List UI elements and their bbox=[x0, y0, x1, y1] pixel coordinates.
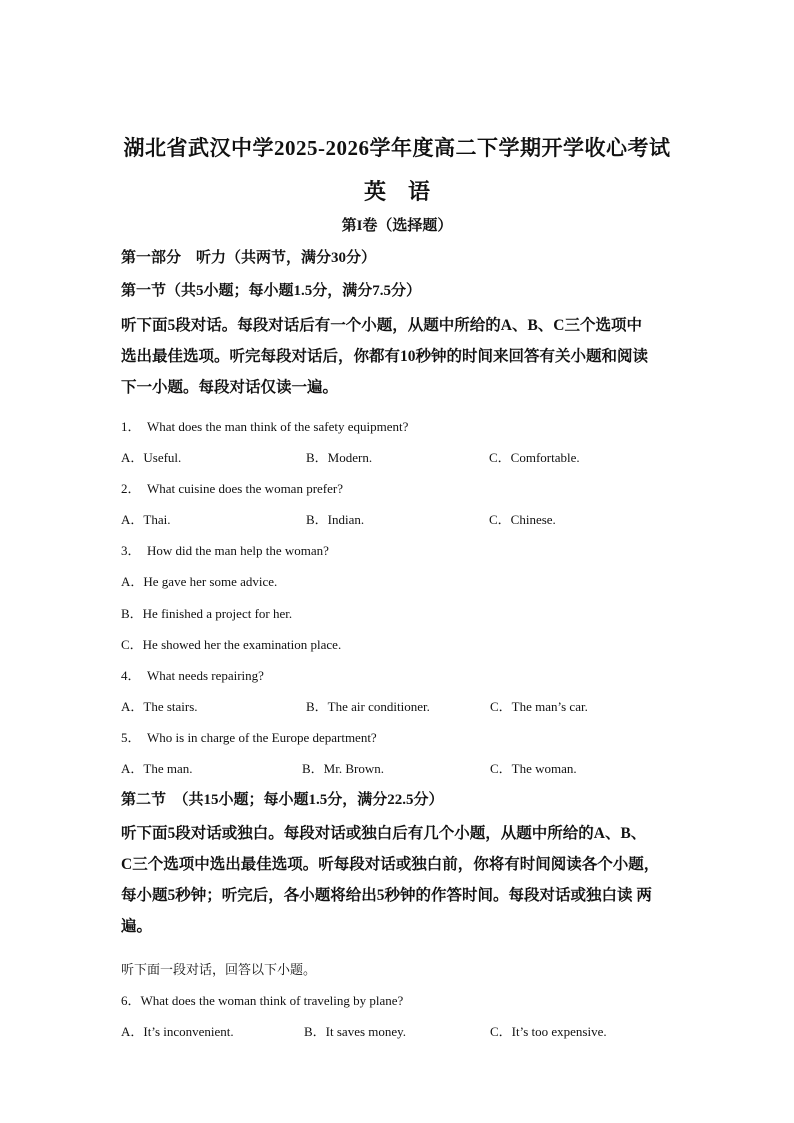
question-3-option-c: C．He showed her the examination place. bbox=[121, 637, 342, 652]
question-3-option-b: B．He finished a project for her. bbox=[121, 606, 293, 621]
question-3-option-a: A．He gave her some advice. bbox=[121, 574, 278, 589]
section2-instructions-line-3: 每小题5秒钟；听完后，各小题将给出5秒钟的作答时间。每段对话或独白读 两 bbox=[121, 887, 652, 904]
section2-instructions-line-2: C三个选项中选出最佳选项。听每段对话或独白前，你将有时间阅读各个小题， bbox=[121, 856, 660, 873]
question-5-option-c: C．The woman. bbox=[490, 761, 577, 776]
part1-heading: 第一部分 听力（共两节，满分30分） bbox=[121, 250, 377, 266]
question-2-option-a: A．Thai. bbox=[121, 512, 171, 527]
question-4-stem: 4． What needs repairing? bbox=[121, 668, 264, 683]
section2-instructions-line-1: 听下面5段对话或独白。每段对话或独白后有几个小题，从题中所给的A、B、 bbox=[121, 825, 647, 842]
question-3-stem: 3． How did the man help the woman? bbox=[121, 543, 329, 558]
exam-title: 湖北省武汉中学2025-2026学年度高二下学期开学收心考试 bbox=[123, 136, 671, 160]
section2-heading: 第二节 （共15小题；每小题1.5分，满分22.5分） bbox=[121, 792, 444, 808]
question-1-option-b: B．Modern. bbox=[306, 450, 373, 465]
question-5-stem: 5． Who is in charge of the Europe department? bbox=[121, 730, 377, 745]
question-5-option-a: A．The man. bbox=[121, 761, 193, 776]
question-2-option-b: B．Indian. bbox=[306, 512, 365, 527]
question-6-option-c: C．It’s too expensive. bbox=[490, 1024, 607, 1039]
question-6-option-b: B．It saves money. bbox=[304, 1024, 407, 1039]
question-2-stem: 2． What cuisine does the woman prefer? bbox=[121, 481, 344, 496]
question-6-stem: 6．What does the woman think of traveling by plane? bbox=[121, 993, 404, 1008]
dialogue-intro: 听下面一段对话，回答以下小题。 bbox=[121, 962, 317, 977]
question-1-option-c: C．Comfortable. bbox=[489, 450, 580, 465]
question-1-option-a: A．Useful. bbox=[121, 450, 182, 465]
question-6-option-a: A．It’s inconvenient. bbox=[121, 1024, 234, 1039]
question-5-option-b: B．Mr. Brown. bbox=[302, 761, 384, 776]
section1-instructions-line-2: 选出最佳选项。听完每段对话后，你都有10秒钟的时间来回答有关小题和阅读 bbox=[121, 348, 649, 365]
question-2-option-c: C．Chinese. bbox=[489, 512, 556, 527]
section1-instructions-line-3: 下一小题。每段对话仅读一遍。 bbox=[121, 379, 339, 396]
question-4-option-c: C．The man’s car. bbox=[490, 699, 588, 714]
subject-title: 英 语 bbox=[363, 179, 430, 204]
section1-heading: 第一节（共5小题；每小题1.5分，满分7.5分） bbox=[121, 283, 422, 299]
question-4-option-b: B．The air conditioner. bbox=[306, 699, 430, 714]
section1-instructions-line-1: 听下面5段对话。每段对话后有一个小题，从题中所给的A、B、C三个选项中 bbox=[121, 317, 642, 334]
question-1-stem: 1． What does the man think of the safety equipment? bbox=[121, 419, 409, 434]
question-4-option-a: A．The stairs. bbox=[121, 699, 198, 714]
paper-part-heading: 第I卷（选择题） bbox=[341, 218, 453, 234]
section2-instructions-line-4: 遍。 bbox=[121, 918, 153, 935]
